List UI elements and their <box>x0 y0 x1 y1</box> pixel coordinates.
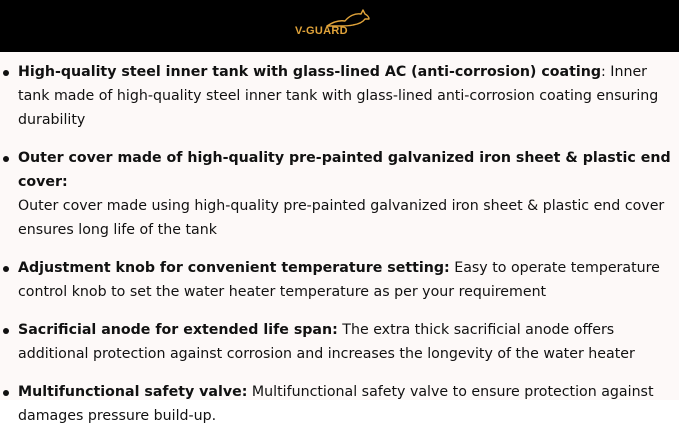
feature-description: Inner tank made of high-quality steel inner tank with glass-lined anti-corrosion coating ensuring durability <box>18 64 659 128</box>
feature-heading: Outer cover made of high-quality pre-painted galvanized iron sheet & plastic end cover: <box>18 150 671 190</box>
feature-heading: Multifunctional safety valve: <box>18 384 248 400</box>
feature-description: Multifunctional safety valve to ensure protection against damages pressure build-up. <box>18 384 654 424</box>
list-item <box>0 256 679 304</box>
list-item <box>0 146 679 242</box>
feature-list <box>0 60 679 432</box>
vguard-logo <box>291 6 377 44</box>
feature-heading: Sacrificial anode for extended life span: <box>18 322 338 338</box>
bullet-icon <box>3 266 9 272</box>
bullet-icon <box>3 390 9 396</box>
feature-description: Outer cover made using high-quality pre-painted galvanized iron sheet & plastic end cover ensures long life of the tank <box>18 198 665 238</box>
list-item <box>0 380 679 428</box>
bullet-icon <box>3 156 9 162</box>
feature-content <box>0 52 679 424</box>
feature-heading: Adjustment knob for convenient temperature setting: <box>18 260 450 276</box>
heading-separator: : <box>600 64 611 80</box>
feature-description: The extra thick sacrificial anode offers additional protection against corrosion and increases the longevity of the water heater <box>18 322 635 362</box>
header-bar <box>0 0 679 52</box>
feature-heading: High-quality steel inner tank with glass-lined AC (anti-corrosion) coating <box>18 64 601 80</box>
bullet-icon <box>3 70 9 76</box>
bullet-icon <box>3 328 9 334</box>
logo-text: V-GUARD <box>295 25 348 37</box>
feature-description: Easy to operate temperature control knob to set the water heater temperature as per your requirement <box>18 260 660 300</box>
list-item <box>0 60 679 132</box>
list-item <box>0 318 679 366</box>
